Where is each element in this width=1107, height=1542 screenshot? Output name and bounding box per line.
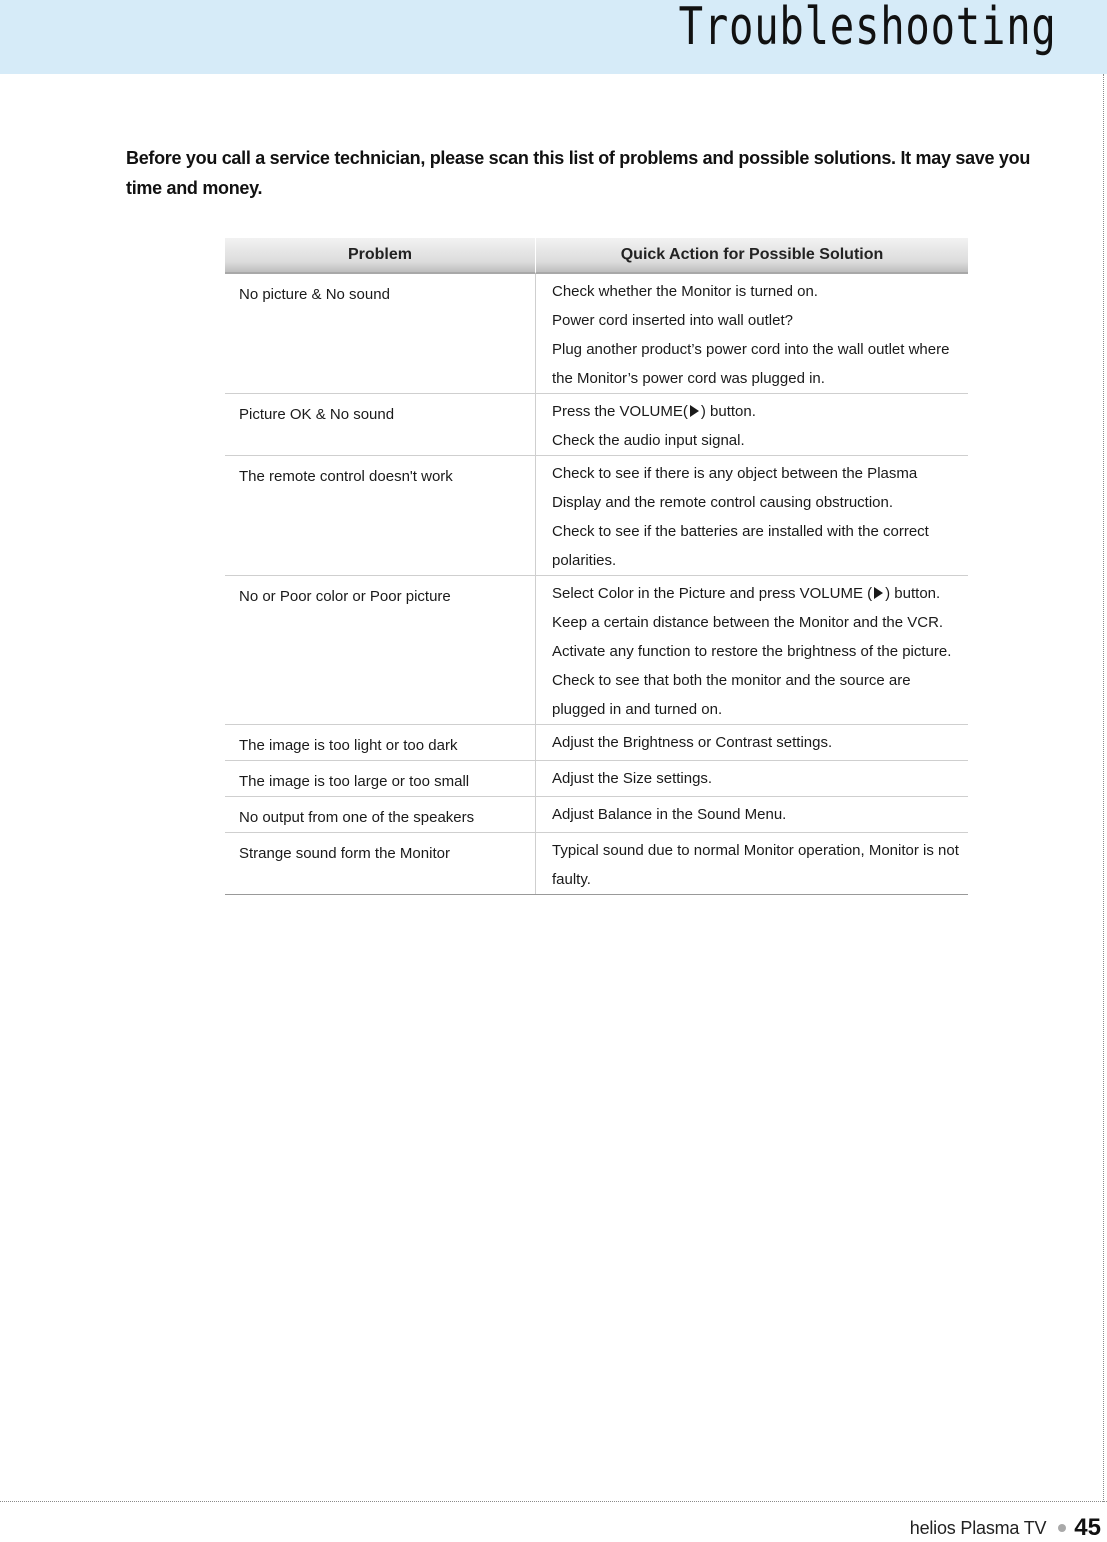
solution-text: Check the audio input signal. (552, 432, 745, 449)
table-row (225, 797, 968, 833)
solution-cell (536, 797, 968, 832)
solution-line (552, 426, 968, 455)
footer-bullet-icon (1058, 1524, 1066, 1532)
table-row (225, 761, 968, 797)
solution-cell (536, 725, 968, 760)
solution-cell (536, 761, 968, 796)
solution-text: the Monitor’s power cord was plugged in. (552, 370, 825, 387)
solution-text: ) button. (700, 403, 756, 420)
solution-text: polarities. (552, 552, 617, 569)
page-number: 45 (1074, 1514, 1101, 1541)
solution-line (552, 637, 968, 666)
solution-line (552, 608, 968, 637)
solution-text: plugged in and turned on. (552, 701, 723, 718)
solution-cell (536, 274, 968, 393)
solution-text: Display and the remote control causing obstruction. (552, 494, 894, 511)
solution-line (552, 488, 968, 517)
troubleshooting-table (225, 238, 968, 895)
solution-line (552, 546, 968, 575)
table-body (225, 274, 968, 894)
solution-text: Plug another product’s power cord into the wall outlet where (552, 341, 950, 358)
solution-text: Adjust Balance in the Sound Menu. (552, 806, 787, 823)
solution-line (552, 728, 968, 757)
right-triangle-icon (690, 405, 699, 417)
solution-text: Check to see if there is any object between the Plasma (552, 465, 918, 482)
solution-text: Adjust the Size settings. (552, 770, 713, 787)
solution-text: Activate any function to restore the brightness of the picture. (552, 643, 952, 660)
solution-column-header: Quick Action for Possible Solution (536, 238, 968, 274)
right-dotted-border (1103, 74, 1104, 1502)
problem-cell: Strange sound form the Monitor (225, 833, 536, 894)
problem-cell: No or Poor color or Poor picture (225, 576, 536, 724)
solution-text: Check to see that both the monitor and the source are (552, 672, 911, 689)
solution-text: Check whether the Monitor is turned on. (552, 283, 818, 300)
solution-line (552, 579, 968, 608)
table-row (225, 576, 968, 725)
problem-cell: The image is too light or too dark (225, 725, 536, 760)
table-row (225, 725, 968, 761)
bottom-dotted-border (0, 1501, 1107, 1502)
solution-line (552, 277, 968, 306)
page-footer (910, 1514, 1101, 1542)
problem-cell: No picture & No sound (225, 274, 536, 393)
solution-line (552, 865, 968, 894)
footer-product-label: helios Plasma TV (909, 1517, 1047, 1538)
solution-line (552, 335, 968, 364)
solution-text: faulty. (552, 871, 591, 888)
solution-line (552, 800, 968, 829)
solution-cell (536, 576, 968, 724)
solution-text: Adjust the Brightness or Contrast settings. (552, 734, 833, 751)
problem-column-header: Problem (225, 238, 536, 274)
solution-cell (536, 394, 968, 455)
solution-cell (536, 456, 968, 575)
solution-text: Typical sound due to normal Monitor operation, Monitor is not (552, 842, 959, 859)
table-row (225, 394, 968, 456)
table-row (225, 274, 968, 394)
solution-line (552, 459, 968, 488)
solution-line (552, 836, 968, 865)
solution-line (552, 666, 968, 695)
page-title: Troubleshooting (679, 0, 1057, 57)
problem-cell: No output from one of the speakers (225, 797, 536, 832)
problem-cell: The remote control doesn't work (225, 456, 536, 575)
solution-line (552, 306, 968, 335)
problem-cell: The image is too large or too small (225, 761, 536, 796)
solution-line (552, 695, 968, 724)
solution-line (552, 364, 968, 393)
solution-cell (536, 833, 968, 894)
solution-text: ) button. (885, 585, 941, 602)
solution-text: Select Color in the Picture and press VOLUME ( (552, 585, 873, 602)
solution-text: Power cord inserted into wall outlet? (552, 312, 793, 329)
solution-line (552, 397, 968, 426)
problem-cell: Picture OK & No sound (225, 394, 536, 455)
solution-text: Keep a certain distance between the Monitor and the VCR. (552, 614, 944, 631)
intro-paragraph: Before you call a service technician, please scan this list of problems and possible solutions. It may save you time and money. (126, 148, 1031, 198)
table-row (225, 456, 968, 576)
solution-line (552, 517, 968, 546)
table-header (225, 238, 968, 274)
table-row (225, 833, 968, 894)
solution-text: Check to see if the batteries are installed with the correct (552, 523, 929, 540)
right-triangle-icon (874, 587, 883, 599)
solution-text: Press the VOLUME( (552, 403, 688, 420)
solution-line (552, 764, 968, 793)
